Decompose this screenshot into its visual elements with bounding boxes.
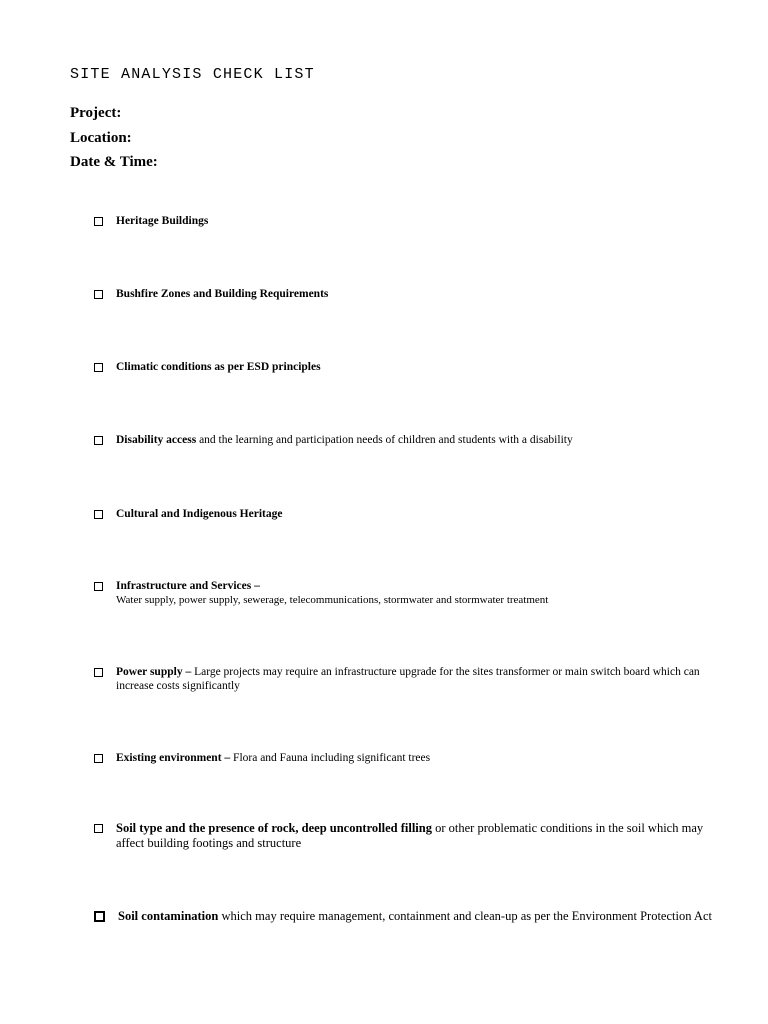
checklist-item-description: Large projects may require an infrastructure upgrade for the sites transformer or main switch board which can increase costs significantly bbox=[116, 666, 700, 692]
checklist-item-bushfire-zones bbox=[94, 287, 714, 301]
checklist-item-description: Flora and Fauna including significant trees bbox=[230, 752, 431, 764]
location-label: Location: bbox=[70, 130, 132, 146]
checklist-item-title: Climatic conditions as per ESD principles bbox=[116, 361, 321, 373]
checklist-item-title: Infrastructure and Services – bbox=[116, 580, 260, 592]
checklist-item-title: Soil type and the presence of rock, deep uncontrolled filling bbox=[116, 821, 432, 835]
checklist-item-title: Existing environment – bbox=[116, 752, 231, 764]
project-label: Project: bbox=[70, 105, 122, 121]
checkbox-icon[interactable] bbox=[94, 363, 103, 372]
checklist-item-title: Disability access bbox=[116, 434, 197, 446]
checklist-item-disability-access bbox=[94, 433, 714, 447]
checklist-item-soil-type bbox=[94, 821, 714, 851]
checklist-item-text bbox=[116, 433, 573, 447]
checklist-item-title: Heritage Buildings bbox=[116, 215, 209, 227]
document-title: SITE ANALYSIS CHECK LIST bbox=[70, 66, 315, 83]
checklist-item-power-supply bbox=[94, 665, 714, 693]
checkbox-icon[interactable] bbox=[94, 582, 103, 591]
checklist-item-text bbox=[116, 287, 328, 301]
checklist-item-title: Soil contamination bbox=[118, 909, 219, 923]
checklist-item-climatic-conditions bbox=[94, 360, 714, 374]
checklist-item-title: Bushfire Zones and Building Requirements bbox=[116, 288, 329, 300]
checklist-item-text bbox=[116, 214, 208, 228]
checkbox-icon[interactable] bbox=[94, 217, 103, 226]
checkbox-icon[interactable] bbox=[94, 754, 103, 763]
checkbox-icon[interactable] bbox=[94, 668, 103, 677]
checklist-item-description: or other problematic conditions in the soil which may affect building footings and structure bbox=[116, 821, 704, 850]
checklist-item-title: Power supply – bbox=[116, 666, 192, 678]
checkbox-icon[interactable] bbox=[94, 510, 103, 519]
checklist-item-text bbox=[116, 360, 321, 374]
checklist-item-text bbox=[116, 507, 282, 521]
checklist-item-text bbox=[116, 821, 714, 851]
checklist-item-infrastructure-services bbox=[94, 579, 714, 607]
checklist-item-text bbox=[116, 579, 548, 607]
checklist-item-cultural-heritage bbox=[94, 507, 714, 521]
checklist-item-text bbox=[116, 751, 430, 765]
checklist-item-text bbox=[118, 909, 712, 924]
checkbox-icon[interactable] bbox=[94, 911, 105, 922]
checklist-item-description: which may require management, containment and clean-up as per the Environment Protection Act bbox=[218, 909, 712, 923]
checklist-item-heritage-buildings bbox=[94, 214, 714, 228]
checklist-item-existing-environment bbox=[94, 751, 714, 765]
checklist-item-description: and the learning and participation needs of children and students with a disability bbox=[196, 434, 573, 446]
date-time-label: Date & Time: bbox=[70, 154, 158, 170]
checklist-item-title: Cultural and Indigenous Heritage bbox=[116, 508, 283, 520]
checklist-item-subtext: Water supply, power supply, sewerage, telecommunications, stormwater and stormwater treatment bbox=[116, 594, 549, 606]
checkbox-icon[interactable] bbox=[94, 436, 103, 445]
checkbox-icon[interactable] bbox=[94, 824, 103, 833]
checklist-item-text bbox=[116, 665, 714, 693]
checkbox-icon[interactable] bbox=[94, 290, 103, 299]
checklist-item-soil-contamination bbox=[94, 909, 714, 924]
